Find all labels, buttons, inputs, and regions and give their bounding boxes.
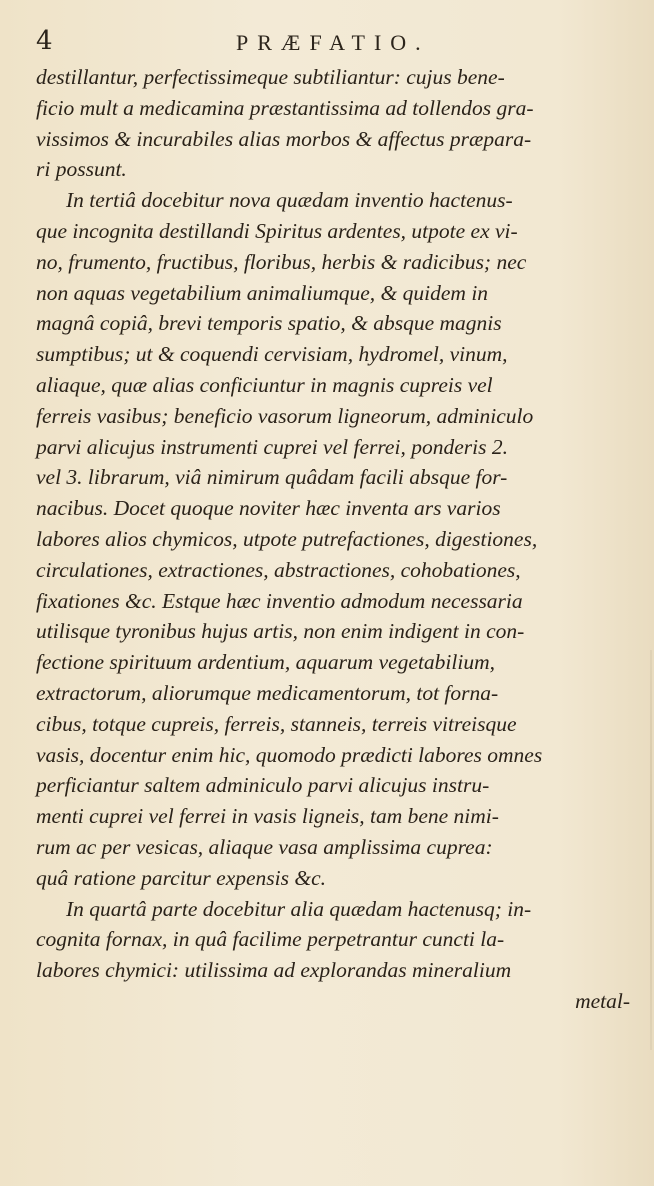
text-line: menti cuprei vel ferrei in vasis ligneis, tam bene nimi- (36, 804, 499, 829)
text-line: vel 3. librarum, viâ nimirum quâdam facili absque for- (36, 465, 508, 490)
text-line: sumptibus; ut & coquendi cervisiam, hydromel, vinum, (36, 342, 508, 367)
text-line: vasis, docentur enim hic, quomodo prædicti labores omnes (36, 742, 543, 767)
text-line: magnâ copiâ, brevi temporis spatio, & absque magnis (36, 311, 502, 336)
running-head: PRÆFATIO. (236, 30, 430, 55)
page-header (36, 26, 634, 56)
text-line: fectione spirituum ardentium, aquarum vegetabilium, (36, 650, 496, 675)
text-line: rum ac per vesicas, aliaque vasa amplissima cuprea: (36, 834, 493, 859)
text-line: labores alios chymicos, utpote putrefactiones, digestiones, (36, 526, 538, 551)
text-line: labores chymici: utilissima ad explorandas mineralium (36, 958, 512, 983)
text-line: ri possunt. (36, 157, 127, 182)
binding-shadow (650, 650, 652, 1050)
text-line: perficiantur saltem adminiculo parvi alicujus instru- (36, 773, 490, 798)
text-line: cibus, totque cupreis, ferreis, stanneis, terreis vitreisque (36, 711, 517, 736)
paragraph-start-line: In tertiâ docebitur nova quædam inventio hactenus- (66, 188, 513, 213)
paragraph-start-line: In quartâ parte docebitur alia quædam hactenusq; in- (66, 896, 532, 921)
text-line: vissimos & incurabiles alias morbos & affectus præpara- (36, 126, 532, 151)
text-line: extractorum, aliorumque medicamentorum, tot forna- (36, 680, 499, 705)
catchword: metal- (575, 988, 630, 1013)
text-line: que incognita destillandi Spiritus ardentes, utpote ex vi- (36, 218, 518, 243)
body-text (36, 62, 636, 1017)
text-line: quâ ratione parcitur expensis &c. (36, 865, 327, 890)
text-line: cognita fornax, in quâ facilime perpetrantur cuncti la- (36, 927, 505, 952)
text-line: ficio mult a medicamina præstantissima ad tollendos gra- (36, 95, 534, 120)
text-line: fixationes &c. Estque hæc inventio admodum necessaria (36, 588, 523, 613)
text-line: ferreis vasibus; beneficio vasorum ligneorum, adminiculo (36, 403, 534, 428)
text-line: nacibus. Docet quoque noviter hæc inventa ars varios (36, 496, 501, 521)
text-line: no, frumento, fructibus, floribus, herbis & radicibus; nec (36, 249, 527, 274)
text-line: utilisque tyronibus hujus artis, non enim indigent in con- (36, 619, 525, 644)
text-line: aliaque, quæ alias conficiuntur in magnis cupreis vel (36, 372, 493, 397)
page-number: 4 (36, 26, 53, 56)
text-line: non aquas vegetabilium animaliumque, & quidem in (36, 280, 489, 305)
text-line: parvi alicujus instrumenti cuprei vel ferrei, ponderis 2. (36, 434, 508, 459)
text-line: destillantur, perfectissimeque subtiliantur: cujus bene- (36, 65, 505, 89)
text-line: circulationes, extractiones, abstractiones, cohobationes, (36, 557, 521, 582)
